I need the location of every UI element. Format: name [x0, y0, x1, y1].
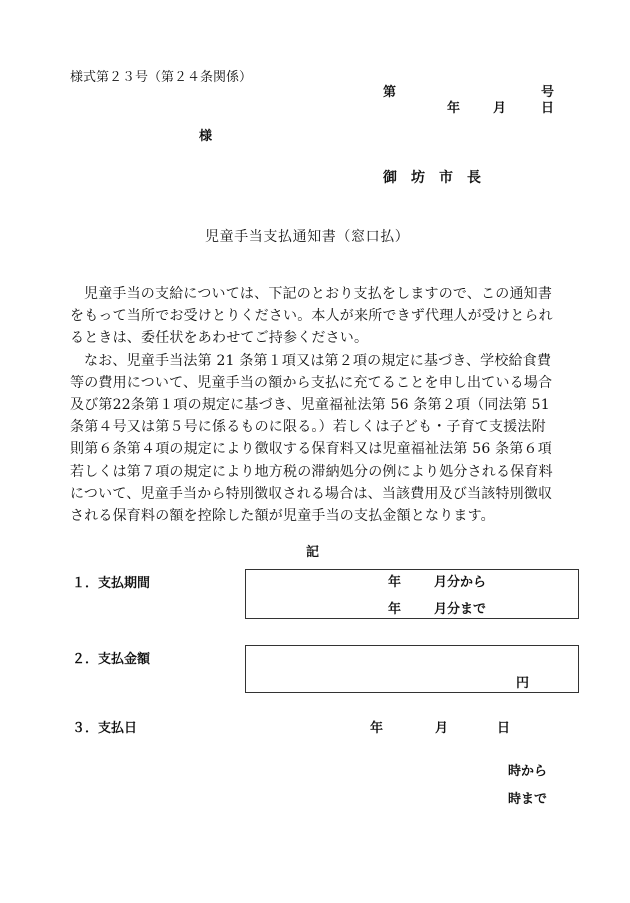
addressee-suffix: 様: [199, 129, 213, 144]
period-from-year: 年: [388, 575, 402, 590]
period-to-month: 月分まで: [434, 602, 487, 617]
amount-label: ２．支払金額: [72, 652, 151, 667]
issuer-name: 御 坊 市 長: [383, 170, 481, 186]
number-suffix: 号: [541, 85, 555, 100]
period-label: １．支払期間: [72, 576, 151, 591]
document-title: 児童手当支払通知書（窓口払）: [205, 229, 410, 245]
notice-paragraph-1: 児童手当の支給については、下記のとおり支払をしますので、この通知書をもって当所でお受けとりください。本人が来所できず代理人が受けとられるときは、委任状をあわせてご持参ください。: [70, 286, 553, 347]
payment-year-label: 年: [370, 721, 384, 736]
date-label: ３．支払日: [72, 721, 138, 736]
form-number: 様式第２３号（第２４条関係）: [70, 70, 253, 85]
period-box: [245, 569, 579, 619]
date-day-label: 日: [541, 101, 555, 116]
payment-month-label: 月: [435, 721, 449, 736]
date-month-label: 月: [493, 101, 507, 116]
ki-heading: 記: [306, 545, 320, 560]
notice-body: [70, 283, 558, 527]
payment-day-label: 日: [497, 721, 511, 736]
notice-paragraph-2: なお、児童手当法第 21 条第１項又は第２項の規定に基づき、学校給食費等の費用について、児童手当の額から支払に充てることを申し出ている場合及び第22条第１項の規定に基づき、児童福祉法第 56 条第２項（同法第 51 条第４号又は第５号に係るものに限る。）若しくは子ども・子育て支援法附則第６条第４項の規定により徴収する保育料又は児童福祉法第 56 条第６項若しくは第７項の規定により地方税の滞納処分の例により処分される保育料について、児童手当から特別徴収される場合は、当該費用及び当該特別徴収される保育料の額を控除した額が児童手当の支払金額となります。: [70, 352, 553, 525]
period-from-month: 月分から: [434, 575, 487, 590]
amount-unit: 円: [516, 676, 530, 691]
payment-time-from: 時から: [508, 764, 548, 779]
number-prefix: 第: [383, 85, 397, 100]
payment-time-to: 時まで: [508, 792, 548, 807]
date-year-label: 年: [447, 101, 461, 116]
period-to-year: 年: [388, 602, 402, 617]
